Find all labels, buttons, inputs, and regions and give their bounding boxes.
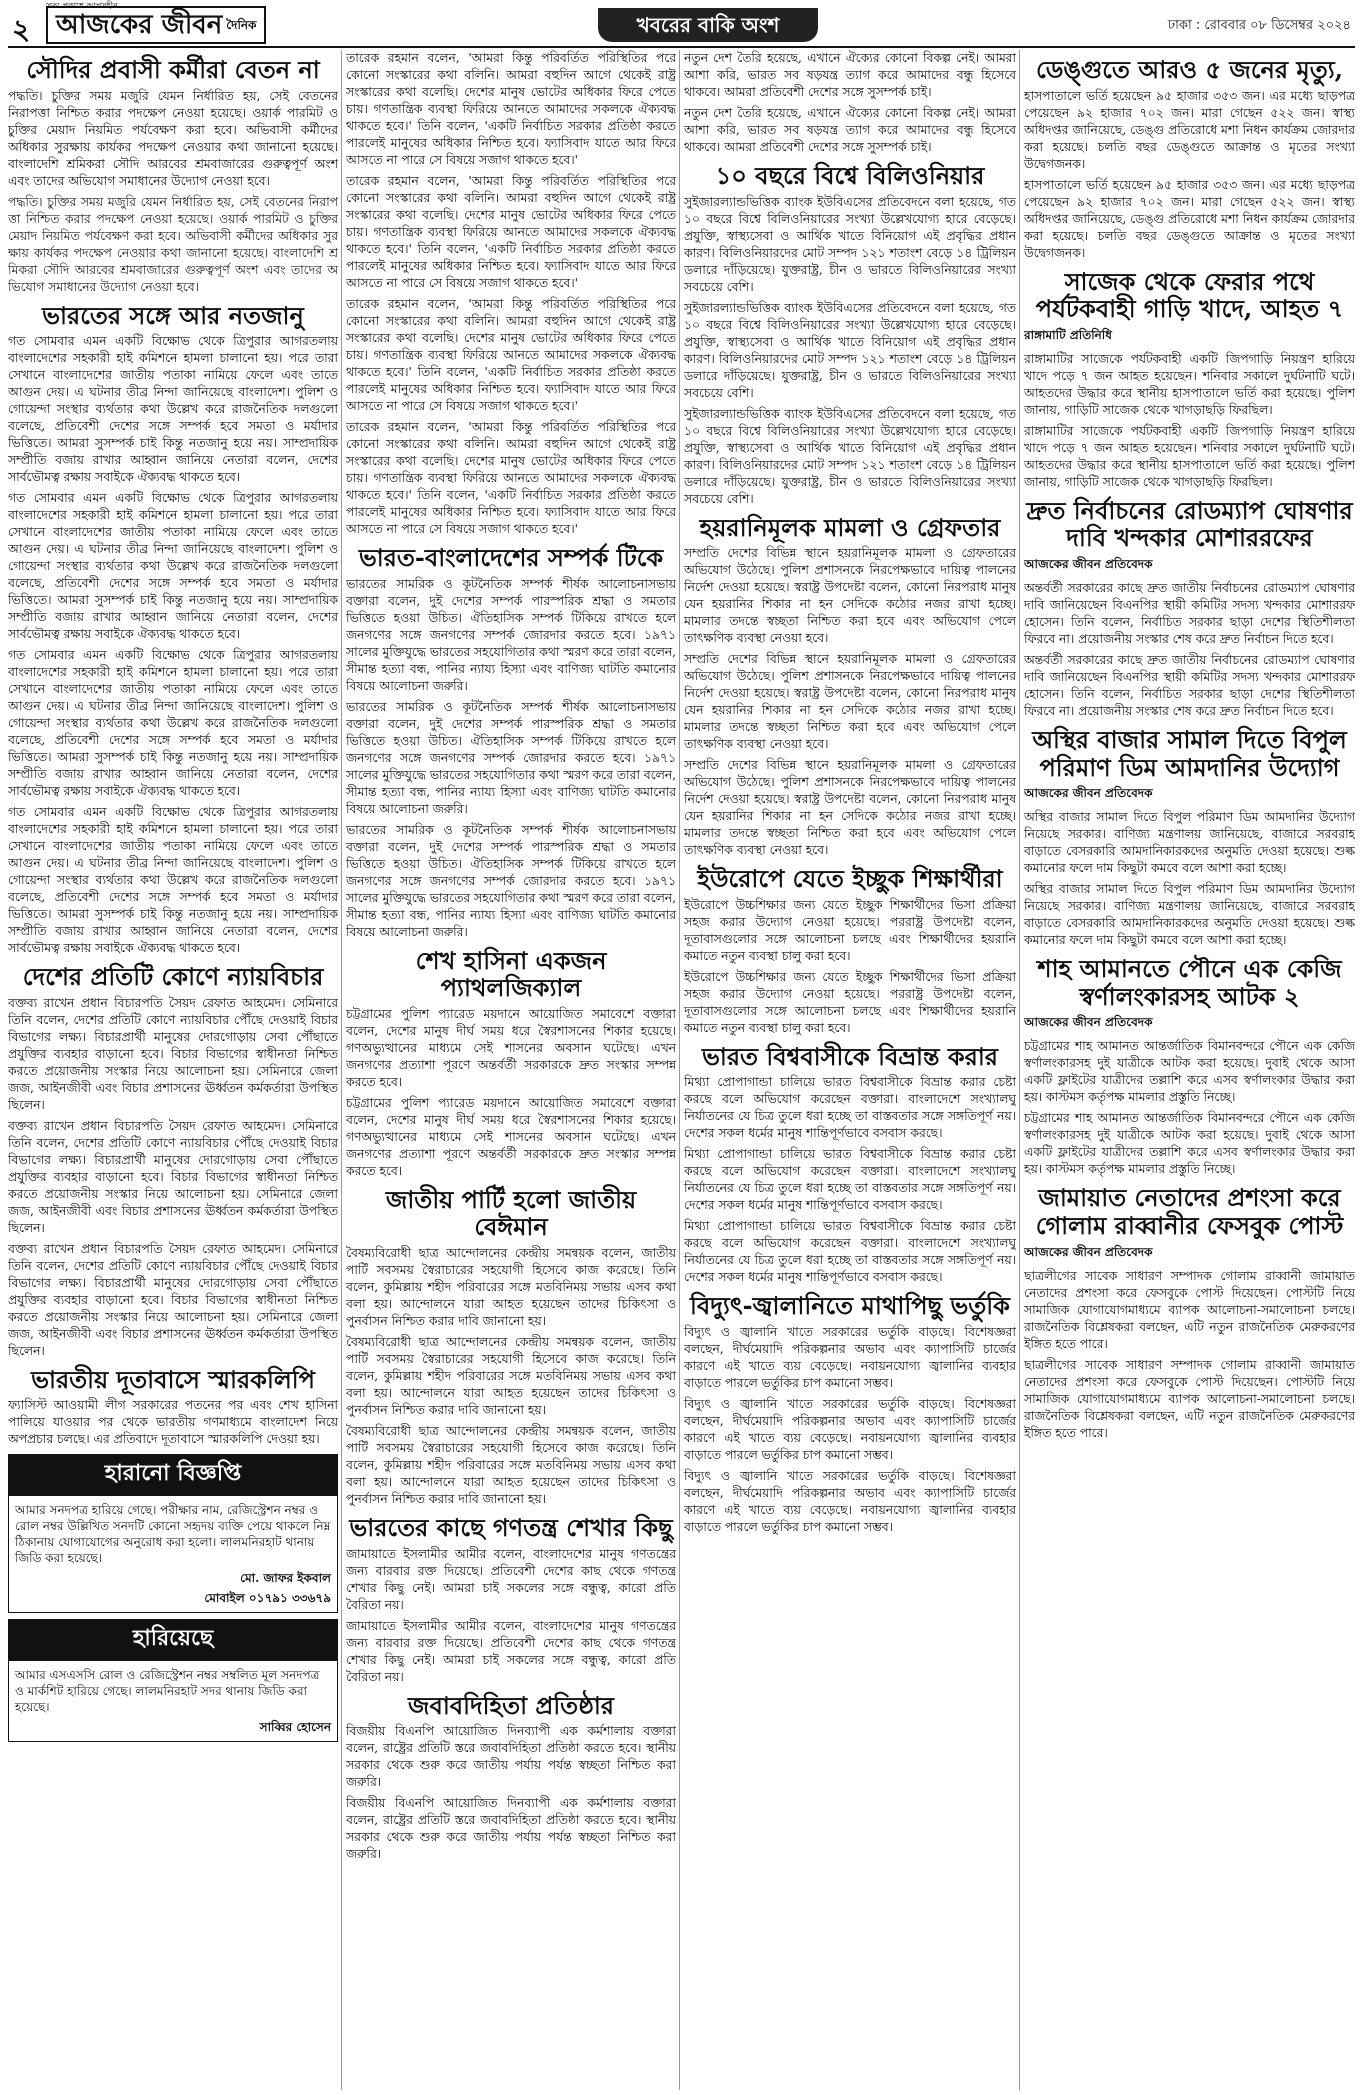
article-body: বৈষম্যবিরোধী ছাত্র আন্দোলনের কেন্দ্রীয় সমন্বয়ক বলেন, জাতীয় পার্টি সবসময় স্বৈরাচারের সহযোগী হিসেবে কাজ করেছে। তিনি বলেন, কুমিল্লায় শহীদ পরিবারের সঙ্গে মতবিনিময় সভায় এসব কথা বলা হয়। আন্দোলনে যারা আহত হয়েছেন তাদের চিকিৎসা ও পুনর্বাসন নিশ্চিত করার দাবি জানানো হয়। [346,1334,676,1417]
article-headline: সাজেক থেকে ফেরার পথে পর্যটকবাহী গাড়ি খাদে, আহত ৭ [1035,266,1344,324]
article-body: গত সোমবার এমন একটি বিক্ষোভ থেকে ত্রিপুরার আগরতলায় বাংলাদেশের সহকারী হাই কমিশনে হামলা চালানো হয়। পরে তারা সেখানে বাংলাদেশের জাতীয় পতাকা নামিয়ে ফেলে এবং তাতে আগুন দেয়। এ ঘটনার তীব্র নিন্দা জানিয়েছে বাংলাদেশ। পুলিশ ও গোয়েন্দা সংস্থার ব্যর্থতার কথা উল্লেখ করে রাজনৈতিক দলগুলো বলেছে, প্রতিবেশী দেশের সঙ্গে সম্পর্ক হবে সমতা ও মর্যাদার ভিত্তিতে। আমরা সুসম্পর্ক চাই কিন্তু নতজানু হয়ে নয়। সাম্প্রদায়িক সম্প্রীতি বজায় রাখার আহ্বান জানিয়ে নেতারা বলেন, দেশের সার্বভৌমত্ব রক্ষায় সবাইকে ঐক্যবদ্ধ থাকতে হবে। [8,648,338,799]
article-headline: হয়রানিমূলক মামলা ও গ্রেফতার [699,512,1001,542]
article-body: সুইজারল্যান্ডভিত্তিক ব্যাংক ইউবিএসের প্রতিবেদনে বলা হয়েছে, গত ১০ বছরে বিশ্বে বিলিওনিয়ারের সংখ্যা উল্লেখযোগ্য হারে বেড়েছে। প্রযুক্তি, স্বাস্থ্যসেবা ও আর্থিক খাতে বিনিয়োগ এই প্রবৃদ্ধির প্রধান কারণ। বিলিওনিয়ারদের মোট সম্পদ ১২১ শতাংশ বেড়ে ১৪ ট্রিলিয়ন ডলারে দাঁড়িয়েছে। যুক্তরাষ্ট্র, চীন ও ভারতে বিলিওনিয়ারের সংখ্যা সবচেয়ে বেশি। [684,406,1016,506]
article-body: নতুন দেশ তৈরি হয়েছে, এখানে ঐক্যের কোনো বিকল্প নেই। আমরা আশা করি, ভারত সব ষড়যন্ত্র ত্যাগ করে আমাদের বন্ধু হিসেবে থাকবে। আমরা প্রতিবেশী দেশের সঙ্গে সুসম্পর্ক চাই। [684,51,1016,99]
article-body: বিদ্যুৎ ও জ্বালানি খাতে সরকারের ভর্তুকি বাড়ছে। বিশেষজ্ঞরা বলছেন, দীর্ঘমেয়াদি পরিকল্পনার অভাব এবং ক্যাপাসিটি চার্জের কারণে এই খাতে ব্যয় বেড়েছে। নবায়নযোগ্য জ্বালানির ব্যবহার বাড়াতে পারলে ভর্তুকির চাপ কমানো সম্ভব। [684,1396,1016,1462]
article-body: মিথ্যা প্রোপাগান্ডা চালিয়ে ভারত বিশ্ববাসীকে বিভ্রান্ত করার চেষ্টা করছে বলে অভিযোগ করেছেন বক্তারা। বাংলাদেশে সংখ্যালঘু নির্যাতনের যে চিত্র তুলে ধরা হচ্ছে তা বাস্তবতার সঙ্গে সঙ্গতিপূর্ণ নয়। দেশের সকল ধর্মের মানুষ শান্তিপূর্ণভাবে বসবাস করছে। [684,1147,1016,1213]
byline: আজকের জীবন প্রতিবেদক [1024,786,1153,801]
notice-body: আমার সনদপত্র হারিয়ে গেছে। পরীক্ষার নাম, রেজিস্ট্রেশন নম্বর ও রোল নম্বর উল্লিখিত সনদটি কোনো সহৃদয় ব্যক্তি পেয়ে থাকলে নিম্ন ঠিকানায় যোগাযোগের অনুরোধ করা হলো। লালমনিরহাট থানায় জিডি করা হয়েছে। [15,1503,331,1566]
tagline: সত্য প্রকাশে আপসহীন [46,1,118,10]
byline: আজকের জীবন প্রতিবেদক [1024,556,1153,571]
article-body: ইউরোপে উচ্চশিক্ষার জন্য যেতে ইচ্ছুক শিক্ষার্থীদের ভিসা প্রক্রিয়া সহজ করার উদ্যোগ নেওয়া হয়েছে। পররাষ্ট্র উপদেষ্টা বলেন, দূতাবাসগুলোর সঙ্গে আলোচনা চলছে এবং শিক্ষার্থীদের হয়রানি কমাতে নতুন ব্যবস্থা চালু করা হবে। [684,969,1016,1035]
column-divider [1019,50,1020,2090]
notice-phone: মোবাইল ০১৭৯১ ৩৩৬৭৯ [204,1591,331,1606]
article-body: হাসপাতালে ভর্তি হয়েছেন ৯৫ হাজার ৩৫৩ জন। এর মধ্যে ছাড়পত্র পেয়েছেন ৯২ হাজার ৭০২ জন। মারা গেছেন ৫২২ জন। স্বাস্থ্য অধিদপ্তর জানিয়েছে, ডেঙ্গু প্রতিরোধে মশা নিধন কার্যক্রম জোরদার করা হয়েছে। চলতি বছর ডেঙ্গুতে আক্রান্ত ও মৃতের সংখ্যা উদ্বেগজনক। [1024,177,1355,260]
article-body: চট্টগ্রামের শাহ আমানত আন্তর্জাতিক বিমানবন্দরে পৌনে এক কেজি স্বর্ণালংকারসহ দুই যাত্রীকে আটক করা হয়েছে। দুবাই থেকে আসা একটি ফ্লাইটের যাত্রীদের তল্লাশি করে এসব স্বর্ণালংকার উদ্ধার করা হয়। কাস্টমস কর্তৃপক্ষ মামলার প্রস্তুতি নিচ্ছে। [1024,1039,1355,1105]
column-4 [1024,50,1355,2090]
masthead [8,1,1355,48]
lost-notice [8,1660,338,1742]
article-headline: ১০ বছরে বিশ্বে বিলিওনিয়ার [715,161,985,190]
article-body: বক্তব্য রাখেন প্রধান বিচারপতি সৈয়দ রেফাত আহমেদ। সেমিনারে তিনি বলেন, দেশের প্রতিটি কোণে ন্যায়বিচার পৌঁছে দেওয়াই বিচার বিভাগের লক্ষ্য। বিচারপ্রার্থী মানুষের দোরগোড়ায় সেবা পৌঁছাতে প্রযুক্তির ব্যবহার বাড়ানো হবে। বিচার বিভাগের স্বাধীনতা নিশ্চিত করতে প্রয়োজনীয় সংস্কার নিয়ে আলোচনা হয়। সেমিনারে জেলা জজ, আইনজীবী এবং বিচার প্রশাসনের ঊর্ধ্বতন কর্মকর্তারা উপস্থিত ছিলেন। [8,1118,338,1235]
article-headline: শেখ হাসিনা একজন প্যাথলজিক্যাল [415,945,607,1003]
article-body: বিদ্যুৎ ও জ্বালানি খাতে সরকারের ভর্তুকি বাড়ছে। বিশেষজ্ঞরা বলছেন, দীর্ঘমেয়াদি পরিকল্পনার অভাব এবং ক্যাপাসিটি চার্জের কারণে এই খাতে ব্যয় বেড়েছে। নবায়নযোগ্য জ্বালানির ব্যবহার বাড়াতে পারলে ভর্তুকির চাপ কমানো সম্ভব। [684,1468,1016,1534]
article-body: গত সোমবার এমন একটি বিক্ষোভ থেকে ত্রিপুরার আগরতলায় বাংলাদেশের সহকারী হাই কমিশনে হামলা চালানো হয়। পরে তারা সেখানে বাংলাদেশের জাতীয় পতাকা নামিয়ে ফেলে এবং তাতে আগুন দেয়। এ ঘটনার তীব্র নিন্দা জানিয়েছে বাংলাদেশ। পুলিশ ও গোয়েন্দা সংস্থার ব্যর্থতার কথা উল্লেখ করে রাজনৈতিক দলগুলো বলেছে, প্রতিবেশী দেশের সঙ্গে সম্পর্ক হবে সমতা ও মর্যাদার ভিত্তিতে। আমরা সুসম্পর্ক চাই কিন্তু নতজানু হয়ে নয়। সাম্প্রদায়িক সম্প্রীতি বজায় রাখার আহ্বান জানিয়ে নেতারা বলেন, দেশের সার্বভৌমত্ব রক্ষায় সবাইকে ঐক্যবদ্ধ থাকতে হবে। [8,805,338,956]
article-headline: ইউরোপে যেতে ইচ্ছুক শিক্ষার্থীরা [697,864,1003,894]
article-body: পদ্ধতি। চুক্তির সময় মজুরি যেমন নির্ধারিত হয়, সেই বেতনের নিরাপত্তা নিশ্চিত করার পদক্ষেপ নেওয়া হয়েছে। ওয়ার্ক পারমিট ও চুক্তির মেয়াদ নিয়মিত পর্যবেক্ষণ করা হবে। অভিবাসী কর্মীদের অধিকার সুরক্ষায় কার্যকর পদক্ষেপ নেওয়ার কথা জানানো হয়েছে। বাংলাদেশি শ্রমিকরা সৌদি আরবের শ্রমবাজারের গুরুত্বপূর্ণ অংশ এবং তাদের অভিযোগ সমাধানের উদ্যোগ নেওয়া হবে। [8,194,338,294]
article-headline: দ্রুত নির্বাচনের রোডম্যাপ ঘোষণার দাবি খন্দকার মোশাররফের [1026,495,1353,553]
article-body: অন্তর্বর্তী সরকারের কাছে দ্রুত জাতীয় নির্বাচনের রোডম্যাপ ঘোষণার দাবি জানিয়েছেন বিএনপির স্থায়ী কমিটির সদস্য খন্দকার মোশাররফ হোসেন। তিনি বলেন, নির্বাচিত সরকার ছাড়া দেশের স্থিতিশীলতা ফিরবে না। প্রয়োজনীয় সংস্কার শেষ করে দ্রুত নির্বাচন দিতে হবে। [1024,580,1355,646]
article-body: বিজয়ীয় বিএনপি আয়োজিত দিনব্যাপী এক কর্মশালায় বক্তারা বলেন, রাষ্ট্রের প্রতিটি স্তরে জবাবদিহিতা প্রতিষ্ঠা করতে হবে। স্থানীয় সরকার থেকে শুরু করে জাতীয় পর্যায় পর্যন্ত স্বচ্ছতা নিশ্চিত করা জরুরি। [346,1724,676,1790]
byline: আজকের জীবন প্রতিবেদক [1024,1244,1153,1259]
section-banner: খবরের বাকি অংশ [598,8,818,42]
article-body: সম্প্রতি দেশের বিভিন্ন স্থানে হয়রানিমূলক মামলা ও গ্রেফতারের অভিযোগ উঠেছে। পুলিশ প্রশাসনকে নিরপেক্ষভাবে দায়িত্ব পালনের নির্দেশ দেওয়া হয়েছে। স্বরাষ্ট্র উপদেষ্টা বলেন, কোনো নিরপরাধ মানুষ যেন হয়রানির শিকার না হন সেদিকে কঠোর নজর রাখা হচ্ছে। মামলার তদন্তে স্বচ্ছতা নিশ্চিত করা হবে এবং অভিযোগ পেলে তাৎক্ষণিক ব্যবস্থা নেওয়া হবে। [684,652,1016,752]
column-divider [341,50,342,2090]
article-body: গত সোমবার এমন একটি বিক্ষোভ থেকে ত্রিপুরার আগরতলায় বাংলাদেশের সহকারী হাই কমিশনে হামলা চালানো হয়। পরে তারা সেখানে বাংলাদেশের জাতীয় পতাকা নামিয়ে ফেলে এবং তাতে আগুন দেয়। এ ঘটনার তীব্র নিন্দা জানিয়েছে বাংলাদেশ। পুলিশ ও গোয়েন্দা সংস্থার ব্যর্থতার কথা উল্লেখ করে রাজনৈতিক দলগুলো বলেছে, প্রতিবেশী দেশের সঙ্গে সম্পর্ক হবে সমতা ও মর্যাদার ভিত্তিতে। আমরা সুসম্পর্ক চাই কিন্তু নতজানু হয়ে নয়। সাম্প্রদায়িক সম্প্রীতি বজায় রাখার আহ্বান জানিয়ে নেতারা বলেন, দেশের সার্বভৌমত্ব রক্ষায় সবাইকে ঐক্যবদ্ধ থাকতে হবে। [8,334,338,485]
article-body: মিথ্যা প্রোপাগান্ডা চালিয়ে ভারত বিশ্ববাসীকে বিভ্রান্ত করার চেষ্টা করছে বলে অভিযোগ করেছেন বক্তারা। বাংলাদেশে সংখ্যালঘু নির্যাতনের যে চিত্র তুলে ধরা হচ্ছে তা বাস্তবতার সঙ্গে সঙ্গতিপূর্ণ নয়। দেশের সকল ধর্মের মানুষ শান্তিপূর্ণভাবে বসবাস করছে। [684,1219,1016,1285]
brand-logo: আজকের জীবন $^{দৈনিক}$ [46,6,266,44]
article-body: অস্থির বাজার সামাল দিতে বিপুল পরিমাণ ডিম আমদানির উদ্যোগ নিয়েছে সরকার। বাণিজ্য মন্ত্রণালয় জানিয়েছে, বাজারে সরবরাহ বাড়াতে বেসরকারি আমদানিকারকদের অনুমতি দেওয়া হয়েছে। শুল্ক কমানোর ফলে দাম কিছুটা কমবে বলে আশা করা হচ্ছে। [1024,810,1355,876]
article-headline: ভারতের কাছে গণতন্ত্র শেখার কিছু [349,1512,673,1542]
article-headline: ভারতের সঙ্গে আর নতজানু [42,300,304,330]
column-2 [346,50,676,2090]
article-headline: ভারত-বাংলাদেশের সম্পর্ক টিকে [358,543,664,572]
article-body: বক্তব্য রাখেন প্রধান বিচারপতি সৈয়দ রেফাত আহমেদ। সেমিনারে তিনি বলেন, দেশের প্রতিটি কোণে ন্যায়বিচার পৌঁছে দেওয়াই বিচার বিভাগের লক্ষ্য। বিচারপ্রার্থী মানুষের দোরগোড়ায় সেবা পৌঁছাতে প্রযুক্তির ব্যবহার বাড়ানো হবে। বিচার বিভাগের স্বাধীনতা নিশ্চিত করতে প্রয়োজনীয় সংস্কার নিয়ে আলোচনা হয়। সেমিনারে জেলা জজ, আইনজীবী এবং বিচার প্রশাসনের ঊর্ধ্বতন কর্মকর্তারা উপস্থিত ছিলেন। [8,1241,338,1358]
article-body: মিথ্যা প্রোপাগান্ডা চালিয়ে ভারত বিশ্ববাসীকে বিভ্রান্ত করার চেষ্টা করছে বলে অভিযোগ করেছেন বক্তারা। বাংলাদেশে সংখ্যালঘু নির্যাতনের যে চিত্র তুলে ধরা হচ্ছে তা বাস্তবতার সঙ্গে সঙ্গতিপূর্ণ নয়। দেশের সকল ধর্মের মানুষ শান্তিপূর্ণভাবে বসবাস করছে। [684,1075,1016,1141]
article-body: চট্টগ্রামের পুলিশ প্যারেড ময়দানে আয়োজিত সমাবেশে বক্তারা বলেন, দেশের মানুষ দীর্ঘ সময় ধরে স্বৈরশাসনের শিকার হয়েছে। গণঅভ্যুত্থানের মাধ্যমে সেই শাসনের অবসান ঘটেছে। এখন জনগণের প্রত্যাশা পূরণে অন্তর্বর্তী সরকারকে দ্রুত সংস্কার সম্পন্ন করতে হবে। [346,1095,676,1178]
article-body: তারেক রহমান বলেন, 'আমরা কিন্তু পরিবর্তিত পরিস্থিতির পরে কোনো সংস্কারের কথা বলিনি। আমরা বহুদিন আগে থেকেই রাষ্ট্র সংস্কারের কথা বলেছি। দেশের মানুষ ভোটের অধিকার ফিরে পেতে চায়। গণতান্ত্রিক ব্যবস্থা ফিরিয়ে আনতে আমাদের সকলকে ঐক্যবদ্ধ থাকতে হবে।' তিনি বলেন, 'একটি নির্বাচিত সরকার প্রতিষ্ঠা করতে পারলেই মানুষের অধিকার নিশ্চিত হবে। ফ্যাসিবাদ যাতে আর ফিরে আসতে না পারে সে বিষয়ে সজাগ থাকতে হবে।' [346,297,676,413]
notice-signature: মো. জাফর ইকবাল [240,1571,331,1586]
article-body: বিদ্যুৎ ও জ্বালানি খাতে সরকারের ভর্তুকি বাড়ছে। বিশেষজ্ঞরা বলছেন, দীর্ঘমেয়াদি পরিকল্পনার অভাব এবং ক্যাপাসিটি চার্জের কারণে এই খাতে ব্যয় বেড়েছে। নবায়নযোগ্য জ্বালানির ব্যবহার বাড়াতে পারলে ভর্তুকির চাপ কমানো সম্ভব। [684,1324,1016,1390]
article-headline: ভারত বিশ্ববাসীকে বিভ্রান্ত করার [701,1041,999,1071]
article-headline: জবাবদিহিতা প্রতিষ্ঠার [407,1690,614,1720]
article-body: সুইজারল্যান্ডভিত্তিক ব্যাংক ইউবিএসের প্রতিবেদনে বলা হয়েছে, গত ১০ বছরে বিশ্বে বিলিওনিয়ারের সংখ্যা উল্লেখযোগ্য হারে বেড়েছে। প্রযুক্তি, স্বাস্থ্যসেবা ও আর্থিক খাতে বিনিয়োগ এই প্রবৃদ্ধির প্রধান কারণ। বিলিওনিয়ারদের মোট সম্পদ ১২১ শতাংশ বেড়ে ১৪ ট্রিলিয়ন ডলারে দাঁড়িয়েছে। যুক্তরাষ্ট্র, চীন ও ভারতে বিলিওনিয়ারের সংখ্যা সবচেয়ে বেশি। [684,300,1016,400]
notice-title: হারানো বিজ্ঞপ্তি [8,1454,338,1495]
article-body: ইউরোপে উচ্চশিক্ষার জন্য যেতে ইচ্ছুক শিক্ষার্থীদের ভিসা প্রক্রিয়া সহজ করার উদ্যোগ নেওয়া হয়েছে। পররাষ্ট্র উপদেষ্টা বলেন, দূতাবাসগুলোর সঙ্গে আলোচনা চলছে এবং শিক্ষার্থীদের হয়রানি কমাতে নতুন ব্যবস্থা চালু করা হবে। [684,897,1016,963]
article-headline: বিদ্যুৎ-জ্বালানিতে মাথাপিছু ভর্তুকি [690,1291,1010,1321]
article-body: জামায়াতে ইসলামীর আমীর বলেন, বাংলাদেশের মানুষ গণতন্ত্রের জন্য বারবার রক্ত দিয়েছে। প্রতিবেশী দেশের কাছ থেকে গণতন্ত্র শেখার কিছু নেই। আমরা চাই সকলের সঙ্গে বন্ধুত্ব, কারো প্রতি বৈরিতা নয়। [346,1546,676,1612]
article-body: বৈষম্যবিরোধী ছাত্র আন্দোলনের কেন্দ্রীয় সমন্বয়ক বলেন, জাতীয় পার্টি সবসময় স্বৈরাচারের সহযোগী হিসেবে কাজ করেছে। তিনি বলেন, কুমিল্লায় শহীদ পরিবারের সঙ্গে মতবিনিময় সভায় এসব কথা বলা হয়। আন্দোলনে যারা আহত হয়েছেন তাদের চিকিৎসা ও পুনর্বাসন নিশ্চিত করার দাবি জানানো হয়। [346,1423,676,1506]
article-body: হাসপাতালে ভর্তি হয়েছেন ৯৫ হাজার ৩৫৩ জন। এর মধ্যে ছাড়পত্র পেয়েছেন ৯২ হাজার ৭০২ জন। মারা গেছেন ৫২২ জন। স্বাস্থ্য অধিদপ্তর জানিয়েছে, ডেঙ্গু প্রতিরোধে মশা নিধন কার্যক্রম জোরদার করা হয়েছে। চলতি বছর ডেঙ্গুতে আক্রান্ত ও মৃতের সংখ্যা উদ্বেগজনক। [1024,88,1355,171]
article-body: তারেক রহমান বলেন, 'আমরা কিন্তু পরিবর্তিত পরিস্থিতির পরে কোনো সংস্কারের কথা বলিনি। আমরা বহুদিন আগে থেকেই রাষ্ট্র সংস্কারের কথা বলেছি। দেশের মানুষ ভোটের অধিকার ফিরে পেতে চায়। গণতান্ত্রিক ব্যবস্থা ফিরিয়ে আনতে আমাদের সকলকে ঐক্যবদ্ধ থাকতে হবে।' তিনি বলেন, 'একটি নির্বাচিত সরকার প্রতিষ্ঠা করতে পারলেই মানুষের অধিকার নিশ্চিত হবে। ফ্যাসিবাদ যাতে আর ফিরে আসতে না পারে সে বিষয়ে সজাগ থাকতে হবে।' [346,174,676,290]
article-body: জামায়াতে ইসলামীর আমীর বলেন, বাংলাদেশের মানুষ গণতন্ত্রের জন্য বারবার রক্ত দিয়েছে। প্রতিবেশী দেশের কাছ থেকে গণতন্ত্র শেখার কিছু নেই। আমরা চাই সকলের সঙ্গে বন্ধুত্ব, কারো প্রতি বৈরিতা নয়। [346,1618,676,1684]
article-body: ভারতের সামরিক ও কূটনৈতিক সম্পর্ক শীর্ষক আলোচনাসভায় বক্তারা বলেন, দুই দেশের সম্পর্ক পারস্পরিক শ্রদ্ধা ও সমতার ভিত্তিতে হওয়া উচিত। ঐতিহাসিক সম্পর্ক টিকিয়ে রাখতে হলে জনগণের সঙ্গে জনগণের সম্পর্ক জোরদার করতে হবে। ১৯৭১ সালের মুক্তিযুদ্ধে ভারতের সহযোগিতার কথা স্মরণ করে তারা বলেন, সীমান্ত হত্যা বন্ধ, পানির ন্যায্য হিস্যা এবং বাণিজ্য ঘাটতি কমানোর বিষয়ে আলোচনা জরুরি। [346,576,676,693]
article-body: সুইজারল্যান্ডভিত্তিক ব্যাংক ইউবিএসের প্রতিবেদনে বলা হয়েছে, গত ১০ বছরে বিশ্বে বিলিওনিয়ারের সংখ্যা উল্লেখযোগ্য হারে বেড়েছে। প্রযুক্তি, স্বাস্থ্যসেবা ও আর্থিক খাতে বিনিয়োগ এই প্রবৃদ্ধির প্রধান কারণ। বিলিওনিয়ারদের মোট সম্পদ ১২১ শতাংশ বেড়ে ১৪ ট্রিলিয়ন ডলারে দাঁড়িয়েছে। যুক্তরাষ্ট্র, চীন ও ভারতে বিলিওনিয়ারের সংখ্যা সবচেয়ে বেশি। [684,194,1016,294]
article-headline: জামায়াত নেতাদের প্রশংসা করে গোলাম রাব্বানীর ফেসবুক পোস্ট [1035,1183,1344,1240]
article-headline: দেশের প্রতিটি কোণে ন্যায়বিচার [22,962,324,992]
article-body: চট্টগ্রামের শাহ আমানত আন্তর্জাতিক বিমানবন্দরে পৌনে এক কেজি স্বর্ণালংকারসহ দুই যাত্রীকে আটক করা হয়েছে। দুবাই থেকে আসা একটি ফ্লাইটের যাত্রীদের তল্লাশি করে এসব স্বর্ণালংকার উদ্ধার করা হয়। কাস্টমস কর্তৃপক্ষ মামলার প্রস্তুতি নিচ্ছে। [1024,1111,1355,1177]
article-body: রাঙ্গামাটির সাজেকে পর্যটকবাহী একটি জিপগাড়ি নিয়ন্ত্রণ হারিয়ে খাদে পড়ে ৭ জন আহত হয়েছেন। শনিবার সকালে দুর্ঘটনাটি ঘটে। আহতদের উদ্ধার করে স্থানীয় হাসপাতালে ভর্তি করা হয়েছে। পুলিশ জানায়, গাড়িটি সাজেক থেকে খাগড়াছড়ি ফিরছিল। [1024,423,1355,489]
article-body: গত সোমবার এমন একটি বিক্ষোভ থেকে ত্রিপুরার আগরতলায় বাংলাদেশের সহকারী হাই কমিশনে হামলা চালানো হয়। পরে তারা সেখানে বাংলাদেশের জাতীয় পতাকা নামিয়ে ফেলে এবং তাতে আগুন দেয়। এ ঘটনার তীব্র নিন্দা জানিয়েছে বাংলাদেশ। পুলিশ ও গোয়েন্দা সংস্থার ব্যর্থতার কথা উল্লেখ করে রাজনৈতিক দলগুলো বলেছে, প্রতিবেশী দেশের সঙ্গে সম্পর্ক হবে সমতা ও মর্যাদার ভিত্তিতে। আমরা সুসম্পর্ক চাই কিন্তু নতজানু হয়ে নয়। সাম্প্রদায়িক সম্প্রীতি বজায় রাখার আহ্বান জানিয়ে নেতারা বলেন, দেশের সার্বভৌমত্ব রক্ষায় সবাইকে ঐক্যবদ্ধ থাকতে হবে। [8,491,338,642]
lost-notice [8,1495,338,1613]
column-3 [684,50,1016,2090]
article-body: বৈষম্যবিরোধী ছাত্র আন্দোলনের কেন্দ্রীয় সমন্বয়ক বলেন, জাতীয় পার্টি সবসময় স্বৈরাচারের সহযোগী হিসেবে কাজ করেছে। তিনি বলেন, কুমিল্লায় শহীদ পরিবারের সঙ্গে মতবিনিময় সভায় এসব কথা বলা হয়। আন্দোলনে যারা আহত হয়েছেন তাদের চিকিৎসা ও পুনর্বাসন নিশ্চিত করার দাবি জানানো হয়। [346,1245,676,1328]
article-body: তারেক রহমান বলেন, 'আমরা কিন্তু পরিবর্তিত পরিস্থিতির পরে কোনো সংস্কারের কথা বলিনি। আমরা বহুদিন আগে থেকেই রাষ্ট্র সংস্কারের কথা বলেছি। দেশের মানুষ ভোটের অধিকার ফিরে পেতে চায়। গণতান্ত্রিক ব্যবস্থা ফিরিয়ে আনতে আমাদের সকলকে ঐক্যবদ্ধ থাকতে হবে।' তিনি বলেন, 'একটি নির্বাচিত সরকার প্রতিষ্ঠা করতে পারলেই মানুষের অধিকার নিশ্চিত হবে। ফ্যাসিবাদ যাতে আর ফিরে আসতে না পারে সে বিষয়ে সজাগ থাকতে হবে।' [346,51,676,167]
article-headline: ভারতীয় দূতাবাসে স্মারকলিপি [31,1364,315,1394]
page-number: ২ [12,13,31,46]
notice-title: হারিয়েছে [8,1619,338,1660]
notice-body: আমার এসএসসি রোল ও রেজিস্ট্রেশন নম্বর সম্বলিত মূল সনদপত্র ও মার্কশিট হারিয়ে গেছে। লালমনিরহাট সদর থানায় জিডি করা হয়েছে। [15,1668,320,1715]
article-headline: জাতীয় পার্টি হলো জাতীয় বেঈমান [385,1184,637,1242]
article-headline: ডেঙ্গুতে আরও ৫ জনের মৃত্যু, [1035,55,1344,84]
article-body: অস্থির বাজার সামাল দিতে বিপুল পরিমাণ ডিম আমদানির উদ্যোগ নিয়েছে সরকার। বাণিজ্য মন্ত্রণালয় জানিয়েছে, বাজারে সরবরাহ বাড়াতে বেসরকারি আমদানিকারকদের অনুমতি দেওয়া হয়েছে। শুল্ক কমানোর ফলে দাম কিছুটা কমবে বলে আশা করা হচ্ছে। [1024,882,1355,948]
notice-signature: সাব্বির হোসেন [259,1720,331,1735]
article-body: বক্তব্য রাখেন প্রধান বিচারপতি সৈয়দ রেফাত আহমেদ। সেমিনারে তিনি বলেন, দেশের প্রতিটি কোণে ন্যায়বিচার পৌঁছে দেওয়াই বিচার বিভাগের লক্ষ্য। বিচারপ্রার্থী মানুষের দোরগোড়ায় সেবা পৌঁছাতে প্রযুক্তির ব্যবহার বাড়ানো হবে। বিচার বিভাগের স্বাধীনতা নিশ্চিত করতে প্রয়োজনীয় সংস্কার নিয়ে আলোচনা হয়। সেমিনারে জেলা জজ, আইনজীবী এবং বিচার প্রশাসনের ঊর্ধ্বতন কর্মকর্তারা উপস্থিত ছিলেন। [8,995,338,1112]
article-headline: শাহ আমানতে পৌনে এক কেজি স্বর্ণালংকারসহ আটক ২ [1037,954,1342,1011]
article-headline: সৌদির প্রবাসী কর্মীরা বেতন না [26,55,320,84]
article-body: তারেক রহমান বলেন, 'আমরা কিন্তু পরিবর্তিত পরিস্থিতির পরে কোনো সংস্কারের কথা বলিনি। আমরা বহুদিন আগে থেকেই রাষ্ট্র সংস্কারের কথা বলেছি। দেশের মানুষ ভোটের অধিকার ফিরে পেতে চায়। গণতান্ত্রিক ব্যবস্থা ফিরিয়ে আনতে আমাদের সকলকে ঐক্যবদ্ধ থাকতে হবে।' তিনি বলেন, 'একটি নির্বাচিত সরকার প্রতিষ্ঠা করতে পারলেই মানুষের অধিকার নিশ্চিত হবে। ফ্যাসিবাদ যাতে আর ফিরে আসতে না পারে সে বিষয়ে সজাগ থাকতে হবে।' [346,420,676,536]
article-body: সম্প্রতি দেশের বিভিন্ন স্থানে হয়রানিমূলক মামলা ও গ্রেফতারের অভিযোগ উঠেছে। পুলিশ প্রশাসনকে নিরপেক্ষভাবে দায়িত্ব পালনের নির্দেশ দেওয়া হয়েছে। স্বরাষ্ট্র উপদেষ্টা বলেন, কোনো নিরপরাধ মানুষ যেন হয়রানির শিকার না হন সেদিকে কঠোর নজর রাখা হচ্ছে। মামলার তদন্তে স্বচ্ছতা নিশ্চিত করা হবে এবং অভিযোগ পেলে তাৎক্ষণিক ব্যবস্থা নেওয়া হবে। [684,758,1016,858]
column-divider [679,50,680,2090]
dateline: ঢাকা : রোববার ০৮ ডিসেম্বর ২০২৪ [1167,18,1351,33]
article-body: ছাত্রলীগের সাবেক সাধারণ সম্পাদক গোলাম রাব্বানী জামায়াত নেতাদের প্রশংসা করে ফেসবুকে পোস্ট দিয়েছেন। পোস্টটি নিয়ে সামাজিক যোগাযোগমাধ্যমে ব্যাপক আলোচনা-সমালোচনা চলছে। রাজনৈতিক বিশ্লেষকরা বলছেন, এটি নতুন রাজনৈতিক মেরুকরণের ইঙ্গিত হতে পারে। [1024,1268,1355,1351]
column-1 [8,50,338,2090]
article-body: নতুন দেশ তৈরি হয়েছে, এখানে ঐক্যের কোনো বিকল্প নেই। আমরা আশা করি, ভারত সব ষড়যন্ত্র ত্যাগ করে আমাদের বন্ধু হিসেবে থাকবে। আমরা প্রতিবেশী দেশের সঙ্গে সুসম্পর্ক চাই। [684,106,1016,154]
byline: আজকের জীবন প্রতিবেদক [1024,1015,1153,1030]
article-body: ছাত্রলীগের সাবেক সাধারণ সম্পাদক গোলাম রাব্বানী জামায়াত নেতাদের প্রশংসা করে ফেসবুকে পোস্ট দিয়েছেন। পোস্টটি নিয়ে সামাজিক যোগাযোগমাধ্যমে ব্যাপক আলোচনা-সমালোচনা চলছে। রাজনৈতিক বিশ্লেষকরা বলছেন, এটি নতুন রাজনৈতিক মেরুকরণের ইঙ্গিত হতে পারে। [1024,1357,1355,1440]
article-body: বিজয়ীয় বিএনপি আয়োজিত দিনব্যাপী এক কর্মশালায় বক্তারা বলেন, রাষ্ট্রের প্রতিটি স্তরে জবাবদিহিতা প্রতিষ্ঠা করতে হবে। স্থানীয় সরকার থেকে শুরু করে জাতীয় পর্যায় পর্যন্ত স্বচ্ছতা নিশ্চিত করা জরুরি। [346,1796,676,1862]
article-headline: অস্থির বাজার সামাল দিতে বিপুল পরিমাণ ডিম আমদানির উদ্যোগ [1032,724,1347,782]
article-body: ভারতের সামরিক ও কূটনৈতিক সম্পর্ক শীর্ষক আলোচনাসভায় বক্তারা বলেন, দুই দেশের সম্পর্ক পারস্পরিক শ্রদ্ধা ও সমতার ভিত্তিতে হওয়া উচিত। ঐতিহাসিক সম্পর্ক টিকিয়ে রাখতে হলে জনগণের সঙ্গে জনগণের সম্পর্ক জোরদার করতে হবে। ১৯৭১ সালের মুক্তিযুদ্ধে ভারতের সহযোগিতার কথা স্মরণ করে তারা বলেন, সীমান্ত হত্যা বন্ধ, পানির ন্যায্য হিস্যা এবং বাণিজ্য ঘাটতি কমানোর বিষয়ে আলোচনা জরুরি। [346,822,676,939]
byline: রাঙ্গামাটি প্রতিনিধি [1024,327,1112,342]
article-body: ফ্যাসিস্ট আওয়ামী লীগ সরকারের পতনের পর এবং শেখ হাসিনা পালিয়ে যাওয়ার পর থেকে ভারতীয় গণমাধ্যমে বাংলাদেশ নিয়ে অপপ্রচার চলছে। এর প্রতিবাদে দূতাবাসে স্মারকলিপি দেওয়া হয়। [8,1398,338,1447]
article-body: চট্টগ্রামের পুলিশ প্যারেড ময়দানে আয়োজিত সমাবেশে বক্তারা বলেন, দেশের মানুষ দীর্ঘ সময় ধরে স্বৈরশাসনের শিকার হয়েছে। গণঅভ্যুত্থানের মাধ্যমে সেই শাসনের অবসান ঘটেছে। এখন জনগণের প্রত্যাশা পূরণে অন্তর্বর্তী সরকারকে দ্রুত সংস্কার সম্পন্ন করতে হবে। [346,1006,676,1089]
article-body: ভারতের সামরিক ও কূটনৈতিক সম্পর্ক শীর্ষক আলোচনাসভায় বক্তারা বলেন, দুই দেশের সম্পর্ক পারস্পরিক শ্রদ্ধা ও সমতার ভিত্তিতে হওয়া উচিত। ঐতিহাসিক সম্পর্ক টিকিয়ে রাখতে হলে জনগণের সঙ্গে জনগণের সম্পর্ক জোরদার করতে হবে। ১৯৭১ সালের মুক্তিযুদ্ধে ভারতের সহযোগিতার কথা স্মরণ করে তারা বলেন, সীমান্ত হত্যা বন্ধ, পানির ন্যায্য হিস্যা এবং বাণিজ্য ঘাটতি কমানোর বিষয়ে আলোচনা জরুরি। [346,699,676,816]
article-body: রাঙ্গামাটির সাজেকে পর্যটকবাহী একটি জিপগাড়ি নিয়ন্ত্রণ হারিয়ে খাদে পড়ে ৭ জন আহত হয়েছেন। শনিবার সকালে দুর্ঘটনাটি ঘটে। আহতদের উদ্ধার করে স্থানীয় হাসপাতালে ভর্তি করা হয়েছে। পুলিশ জানায়, গাড়িটি সাজেক থেকে খাগড়াছড়ি ফিরছিল। [1024,351,1355,417]
article-body: অন্তর্বর্তী সরকারের কাছে দ্রুত জাতীয় নির্বাচনের রোডম্যাপ ঘোষণার দাবি জানিয়েছেন বিএনপির স্থায়ী কমিটির সদস্য খন্দকার মোশাররফ হোসেন। তিনি বলেন, নির্বাচিত সরকার ছাড়া দেশের স্থিতিশীলতা ফিরবে না। প্রয়োজনীয় সংস্কার শেষ করে দ্রুত নির্বাচন দিতে হবে। [1024,652,1355,718]
article-body: পদ্ধতি। চুক্তির সময় মজুরি যেমন নির্ধারিত হয়, সেই বেতনের নিরাপত্তা নিশ্চিত করার পদক্ষেপ নেওয়া হয়েছে। ওয়ার্ক পারমিট ও চুক্তির মেয়াদ নিয়মিত পর্যবেক্ষণ করা হবে। অভিবাসী কর্মীদের অধিকার সুরক্ষায় কার্যকর পদক্ষেপ নেওয়ার কথা জানানো হয়েছে। বাংলাদেশি শ্রমিকরা সৌদি আরবের শ্রমবাজারের গুরুত্বপূর্ণ অংশ এবং তাদের অভিযোগ সমাধানের উদ্যোগ নেওয়া হবে। [8,88,338,188]
article-body: সম্প্রতি দেশের বিভিন্ন স্থানে হয়রানিমূলক মামলা ও গ্রেফতারের অভিযোগ উঠেছে। পুলিশ প্রশাসনকে নিরপেক্ষভাবে দায়িত্ব পালনের নির্দেশ দেওয়া হয়েছে। স্বরাষ্ট্র উপদেষ্টা বলেন, কোনো নিরপরাধ মানুষ যেন হয়রানির শিকার না হন সেদিকে কঠোর নজর রাখা হচ্ছে। মামলার তদন্তে স্বচ্ছতা নিশ্চিত করা হবে এবং অভিযোগ পেলে তাৎক্ষণিক ব্যবস্থা নেওয়া হবে। [684,546,1016,646]
